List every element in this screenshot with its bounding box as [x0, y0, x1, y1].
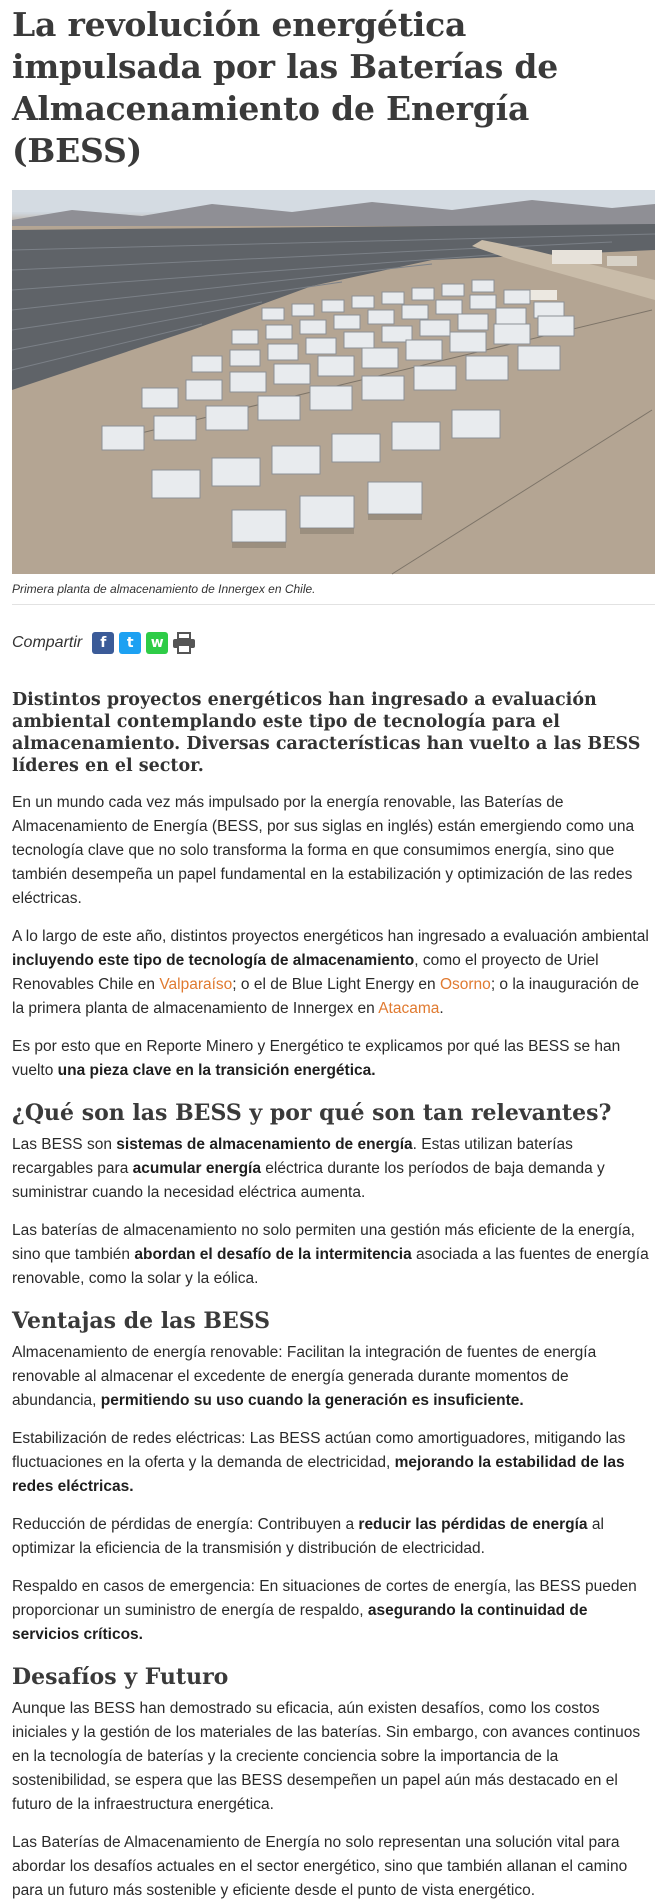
text-span: Las BESS son — [12, 1136, 117, 1153]
bold-text: sistemas de almacenamiento de energía — [116, 1136, 413, 1153]
advantage-emergency-backup — [12, 1575, 655, 1647]
article-lead: Distintos proyectos energéticos han ingresado a evaluación ambiental contemplando este tipo de tecnología para el almacenamiento. Diversas características han vuelto a las BESS líderes en el sector. — [12, 690, 641, 776]
text-span: Las baterías de almacenamiento no solo permiten una gestión más eficiente de la energía, sino que también — [12, 1222, 635, 1263]
paragraph-conclusion: Las Baterías de Almacenamiento de Energía no solo representan una solución vital para abordar los desafíos actuales en el sector energético, sino que también allanan el camino para un futuro más sostenible y eficiente desde el punto de vista energético. — [12, 1834, 628, 1899]
facebook-icon: f — [100, 635, 107, 651]
text-span: Es por esto que en Reporte Minero y Energético te explicamos por qué las BESS se han vuelto — [12, 1038, 621, 1079]
paragraph-challenges: Aunque las BESS han demostrado su eficacia, aún existen desafíos, como los costos iniciales y la gestión de los materiales de las baterías. Sin embargo, con avances continuos en la tecnología de baterías y la creciente conciencia sobre la importancia de la sostenibilidad, se espera que las BESS desempeñen un papel aún más destacado en el futuro de la infraestructura energética. — [12, 1700, 641, 1813]
text-span: Estabilización de redes eléctricas: Las BESS actúan como amortiguadores, mitigando las fluctuaciones en la oferta y la demanda de electricidad, — [12, 1430, 626, 1471]
facebook-share-button[interactable] — [92, 632, 114, 654]
whatsapp-icon: w — [150, 635, 164, 651]
text-span: . Estas utilizan baterías recargables para — [12, 1136, 573, 1177]
whatsapp-share-button[interactable] — [146, 632, 168, 654]
text-span: Reducción de pérdidas de energía: Contribuyen a — [12, 1516, 359, 1533]
bold-text: asegurando la continuidad de servicios críticos. — [12, 1602, 588, 1643]
text-span: eléctrica durante los períodos de baja demanda y suministrar cuando la necesidad eléctrica aumenta. — [12, 1160, 605, 1201]
print-button[interactable] — [173, 632, 195, 654]
paragraph-projects — [12, 925, 655, 1021]
hero-caption: Primera planta de almacenamiento de Innergex en Chile. — [12, 582, 655, 605]
advantage-renewable-storage — [12, 1341, 655, 1413]
twitter-share-button[interactable] — [119, 632, 141, 654]
link-atacama[interactable]: Atacama — [378, 1000, 440, 1017]
article-title: La revolución energética impulsada por las Baterías de Almacenamiento de Energía (BESS) — [12, 5, 559, 170]
text-span: ; o el de Blue Light Energy en — [232, 976, 440, 993]
paragraph-definition — [12, 1133, 655, 1205]
paragraph-intermittency — [12, 1219, 655, 1291]
bold-text: abordan el desafío de la intermitencia — [134, 1246, 412, 1263]
link-osorno[interactable]: Osorno — [439, 976, 491, 993]
bold-text: una pieza clave en la transición energética. — [57, 1062, 376, 1079]
text-span: A lo largo de este año, distintos proyectos energéticos han ingresado a evaluación ambiental — [12, 928, 649, 945]
text-span: ; o la inauguración de la primera planta de almacenamiento de Innergex en — [12, 976, 640, 1017]
text-span: asociada a las fuentes de energía renovable, como la solar y la eólica. — [12, 1246, 649, 1287]
share-label: Compartir — [12, 634, 83, 651]
bold-text: acumular energía — [132, 1160, 261, 1177]
heading-challenges-future: Desafíos y Futuro — [12, 1664, 229, 1690]
text-span: Respaldo en casos de emergencia: En situaciones de cortes de energía, las BESS pueden proporcionar un suministro de energía de respaldo, — [12, 1578, 637, 1619]
heading-advantages: Ventajas de las BESS — [12, 1308, 271, 1334]
bold-text: incluyendo este tipo de tecnología de almacenamiento — [12, 952, 415, 969]
paragraph-explain — [12, 1035, 655, 1083]
advantage-grid-stabilization — [12, 1427, 655, 1499]
advantage-loss-reduction — [12, 1513, 655, 1561]
share-bar — [12, 631, 655, 655]
text-span: , como el proyecto de Uriel Renovables Chile en — [12, 952, 599, 993]
twitter-icon: t — [126, 635, 134, 651]
heading-what-are-bess: ¿Qué son las BESS y por qué son tan relevantes? — [12, 1100, 612, 1126]
bold-text: reducir las pérdidas de energía — [358, 1516, 588, 1533]
text-span: . — [439, 1000, 444, 1017]
paragraph-intro: En un mundo cada vez más impulsado por la energía renovable, las Baterías de Almacenamiento de Energía (BESS, por sus siglas en inglés) están emergiendo como una tecnología clave que no solo transforma la forma en que consumimos energía, sino que también desempeña un papel fundamental en la estabilización y optimización de las redes eléctricas. — [12, 794, 635, 907]
text-span: al optimizar la eficiencia de la transmisión y distribución de electricidad. — [12, 1516, 604, 1557]
link-valparaiso[interactable]: Valparaíso — [159, 976, 233, 993]
printer-icon — [172, 632, 196, 654]
bold-text: permitiendo su uso cuando la generación es insuficiente. — [100, 1392, 524, 1409]
hero-image — [12, 190, 655, 574]
text-span: Almacenamiento de energía renovable: Facilitan la integración de fuentes de energía renovable al almacenar el excedente de energía generada durante momentos de abundancia, — [12, 1344, 597, 1409]
bold-text: mejorando la estabilidad de las redes eléctricas. — [12, 1454, 625, 1495]
